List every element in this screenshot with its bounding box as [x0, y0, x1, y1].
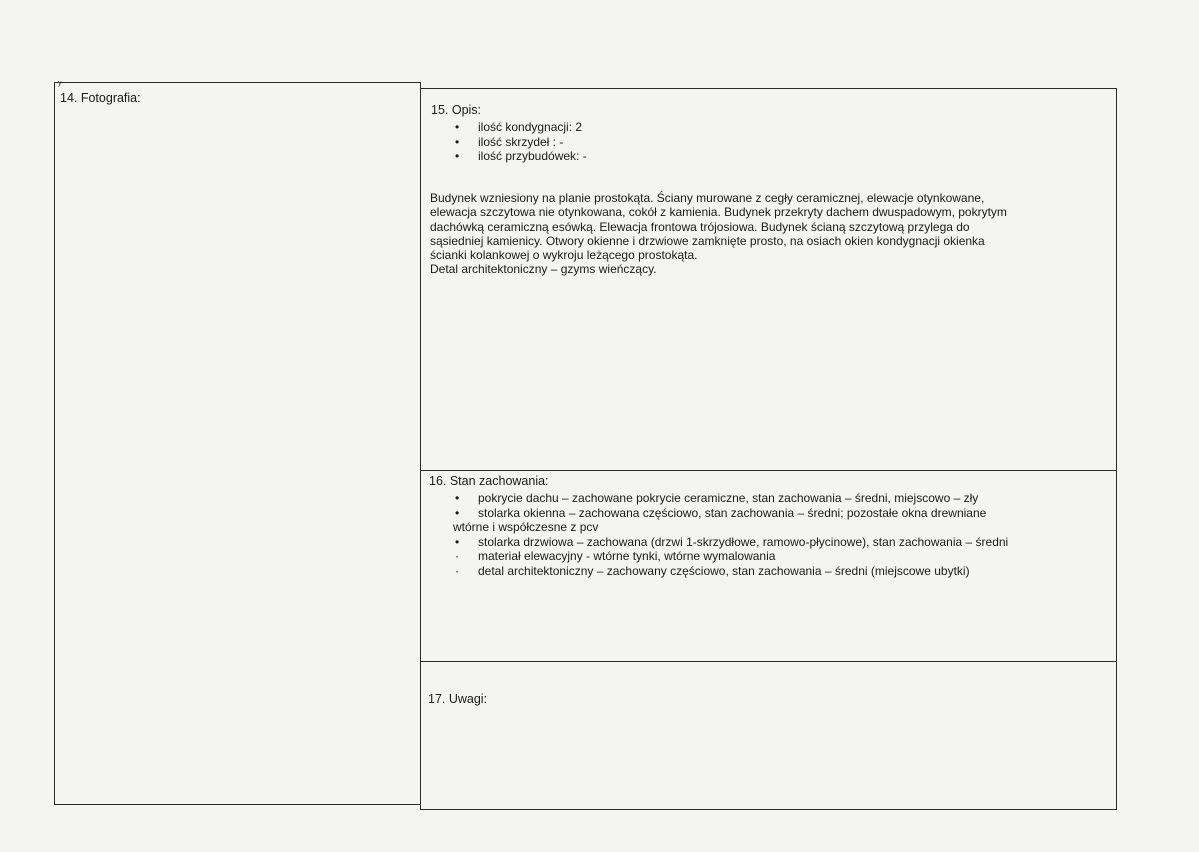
description-line: sąsiedniej kamienicy. Otwory okienne i drzwiowe zamknięte prosto, na osiach okien kondygnacji okienka: [430, 233, 985, 248]
margin-mark: y: [58, 80, 62, 87]
description-text: [430, 191, 1007, 277]
list-item: • ilość kondygnacji: 2: [455, 120, 583, 134]
condition-field-title: 16. Stan zachowania:: [429, 474, 549, 488]
photo-field: [54, 82, 421, 805]
condition-list: [453, 491, 1009, 578]
description-field-title: 15. Opis:: [431, 103, 482, 117]
list-item: · detal architektoniczny – zachowany częściowo, stan zachowania – średni (miejscowe ubytki): [455, 563, 970, 578]
description-line: Budynek wzniesiony na planie prostokąta. Ściany murowane z cegły ceramicznej, elewacje otynkowane,: [430, 191, 985, 205]
list-item: • stolarka drzwiowa – zachowana (drzwi 1-skrzydłowe, ramowo-płycinowe), stan zachowania – średni: [455, 534, 1009, 549]
list-item: • stolarka okienna – zachowana częściowo, stan zachowania – średni; pozostałe okna drewniane: [455, 505, 987, 520]
list-item: wtórne i współczesne z pcv: [453, 520, 599, 534]
description-line: elewacja szczytowa nie otynkowana, cokół z kamienia. Budynek przekryty dachem dwuspadowym, pokrytym: [430, 205, 1007, 220]
description-line: dachówką ceramiczną esówką. Elewacja frontowa trójosiowa. Budynek ścianą szczytową przylega do: [430, 219, 970, 234]
building-parameters-list: [455, 120, 587, 164]
list-item: · materiał elewacyjny - wtórne tynki, wtórne wymalowania: [455, 549, 776, 563]
list-item: • pokrycie dachu – zachowane pokrycie ceramiczne, stan zachowania – średni, miejscowo – zły: [455, 491, 979, 505]
remarks-field-title: 17. Uwagi:: [428, 692, 488, 706]
photo-field-title: 14. Fotografia:: [60, 91, 141, 105]
list-item: • ilość skrzydeł : -: [455, 134, 564, 149]
description-line: ścianki kolankowej o wykroju leżącego prostokąta.: [430, 248, 698, 263]
list-item: • ilość przybudówek: -: [455, 149, 587, 163]
description-line: Detal architektoniczny – gzyms wieńczący.: [430, 262, 657, 277]
remarks-field: [420, 661, 1117, 810]
